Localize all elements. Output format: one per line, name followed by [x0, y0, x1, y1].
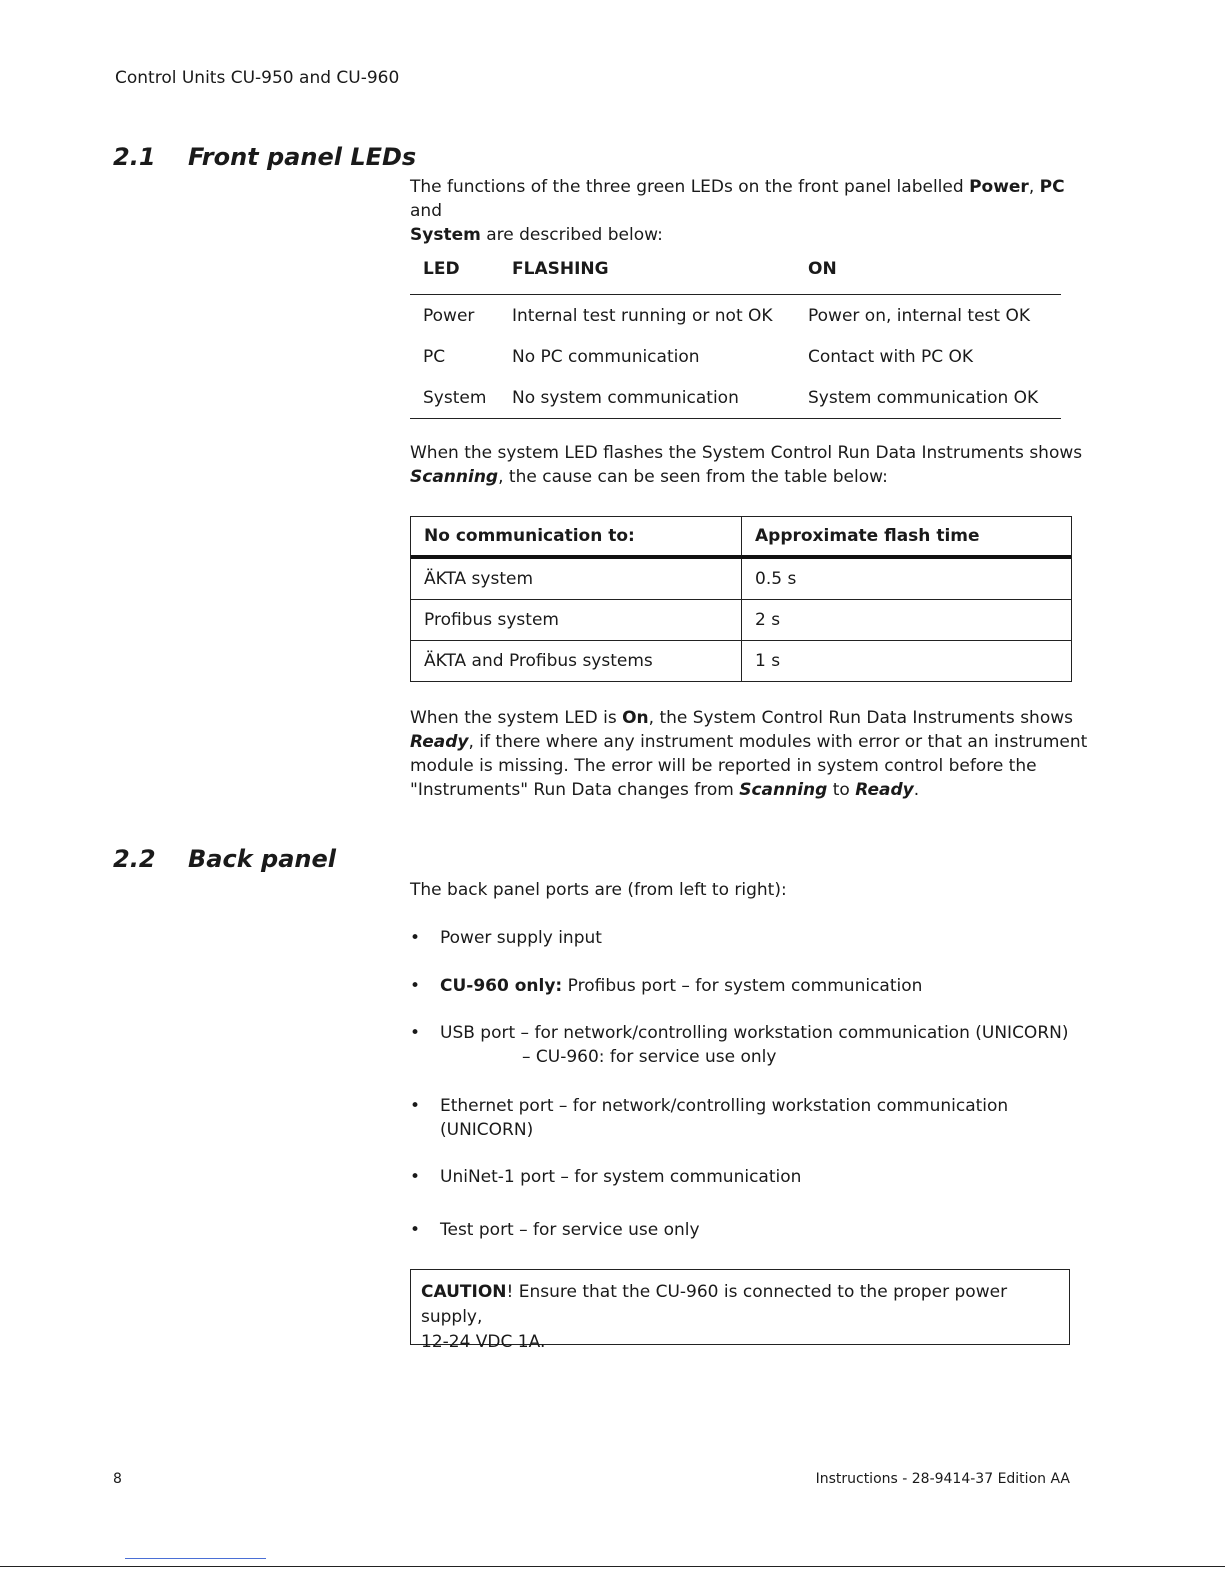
bullet-icon: • [410, 1220, 421, 1240]
back-panel-intro: The back panel ports are (from left to right): [410, 880, 787, 900]
table-cell: ÄKTA system [411, 559, 742, 599]
header-cell: ON [808, 259, 837, 279]
scanning-line-2: Scanning, the cause can be seen from the table below: [410, 467, 888, 487]
table-cell: 2 s [755, 610, 781, 630]
page-number: 8 [113, 1471, 122, 1487]
list-item-text: Test port – for service use only [440, 1220, 700, 1240]
table-cell: Internal test running or not OK [512, 305, 773, 326]
section-title: Back panel [188, 845, 336, 873]
bullet-icon: • [410, 928, 421, 948]
intro-paragraph [410, 175, 1090, 247]
table-cell: Profibus system [411, 600, 742, 640]
bullet-icon: • [410, 1167, 421, 1187]
section-title: Front panel LEDs [188, 143, 417, 171]
table-cell: Contact with PC OK [808, 346, 974, 367]
scanning-line-1: When the system LED flashes the System Control Run Data Instruments shows [410, 443, 1083, 463]
table-cell: 1 s [755, 651, 781, 671]
led-table [410, 257, 1061, 419]
table-row [411, 640, 1071, 681]
header-cell: FLASHING [512, 259, 609, 279]
table-header-row [410, 257, 1061, 295]
page-bottom-rule [0, 1566, 1225, 1567]
table-row [410, 336, 1061, 377]
ready-line-2: Ready, if there where any instrument modules with error or that an instrument [410, 732, 1088, 752]
table-row [410, 295, 1061, 336]
bullet-icon: • [410, 1096, 421, 1116]
table-header-row [411, 517, 1071, 559]
table-row [410, 377, 1061, 418]
link-underline [125, 1558, 266, 1559]
flash-time-table [410, 516, 1072, 682]
ready-line-3: module is missing. The error will be reported in system control before the [410, 756, 1037, 776]
document-id: Instructions - 28-9414-37 Edition AA [815, 1471, 1070, 1487]
table-row [411, 559, 1071, 599]
header-cell: LED [423, 259, 460, 279]
caution-box [410, 1269, 1070, 1352]
list-item-text: Power supply input [440, 928, 602, 948]
list-item-text-continued: (UNICORN) [440, 1120, 534, 1140]
ready-paragraph [410, 706, 1090, 802]
list-item-text: UniNet-1 port – for system communication [440, 1167, 802, 1187]
list-item-text: Ethernet port – for network/controlling workstation communication [440, 1096, 1009, 1116]
section-number: 2.1 [113, 143, 156, 171]
running-head: Control Units CU-950 and CU-960 [115, 68, 400, 88]
header-cell: No communication to: [411, 517, 742, 555]
section-number: 2.2 [113, 845, 156, 873]
bullet-icon: • [410, 1023, 421, 1043]
table-bottom-rule [410, 418, 1061, 419]
list-item-text: CU-960 only: Profibus port – for system communication [440, 976, 923, 996]
ready-line-4: "Instruments" Run Data changes from Scanning to Ready. [410, 780, 920, 800]
bullet-icon: • [410, 976, 421, 996]
table-cell: PC [423, 346, 446, 367]
table-cell: System communication OK [808, 387, 1039, 408]
table-cell: System [423, 387, 487, 408]
list-item-text: USB port – for network/controlling workstation communication (UNICORN) [440, 1023, 1069, 1043]
table-cell: Power [423, 305, 475, 326]
table-cell: Power on, internal test OK [808, 305, 1030, 326]
table-cell: No system communication [512, 387, 739, 408]
scanning-paragraph [410, 441, 1090, 489]
table-cell: ÄKTA and Profibus systems [411, 641, 742, 681]
header-cell: Approximate flash time [755, 526, 980, 546]
intro-line-2: System are described below: [410, 225, 663, 245]
list-item-text-continued: – CU-960: for service use only [522, 1047, 777, 1067]
table-cell: No PC communication [512, 346, 700, 367]
intro-line-1: The functions of the three green LEDs on the front panel labelled Power, PC and [410, 177, 1065, 221]
caution-line-1: CAUTION! Ensure that the CU-960 is connected to the proper power supply, [421, 1282, 1008, 1327]
table-cell: 0.5 s [755, 569, 797, 589]
table-row [411, 599, 1071, 640]
ready-line-1: When the system LED is On, the System Control Run Data Instruments shows [410, 708, 1073, 728]
caution-line-2: 12-24 VDC 1A. [421, 1332, 546, 1352]
